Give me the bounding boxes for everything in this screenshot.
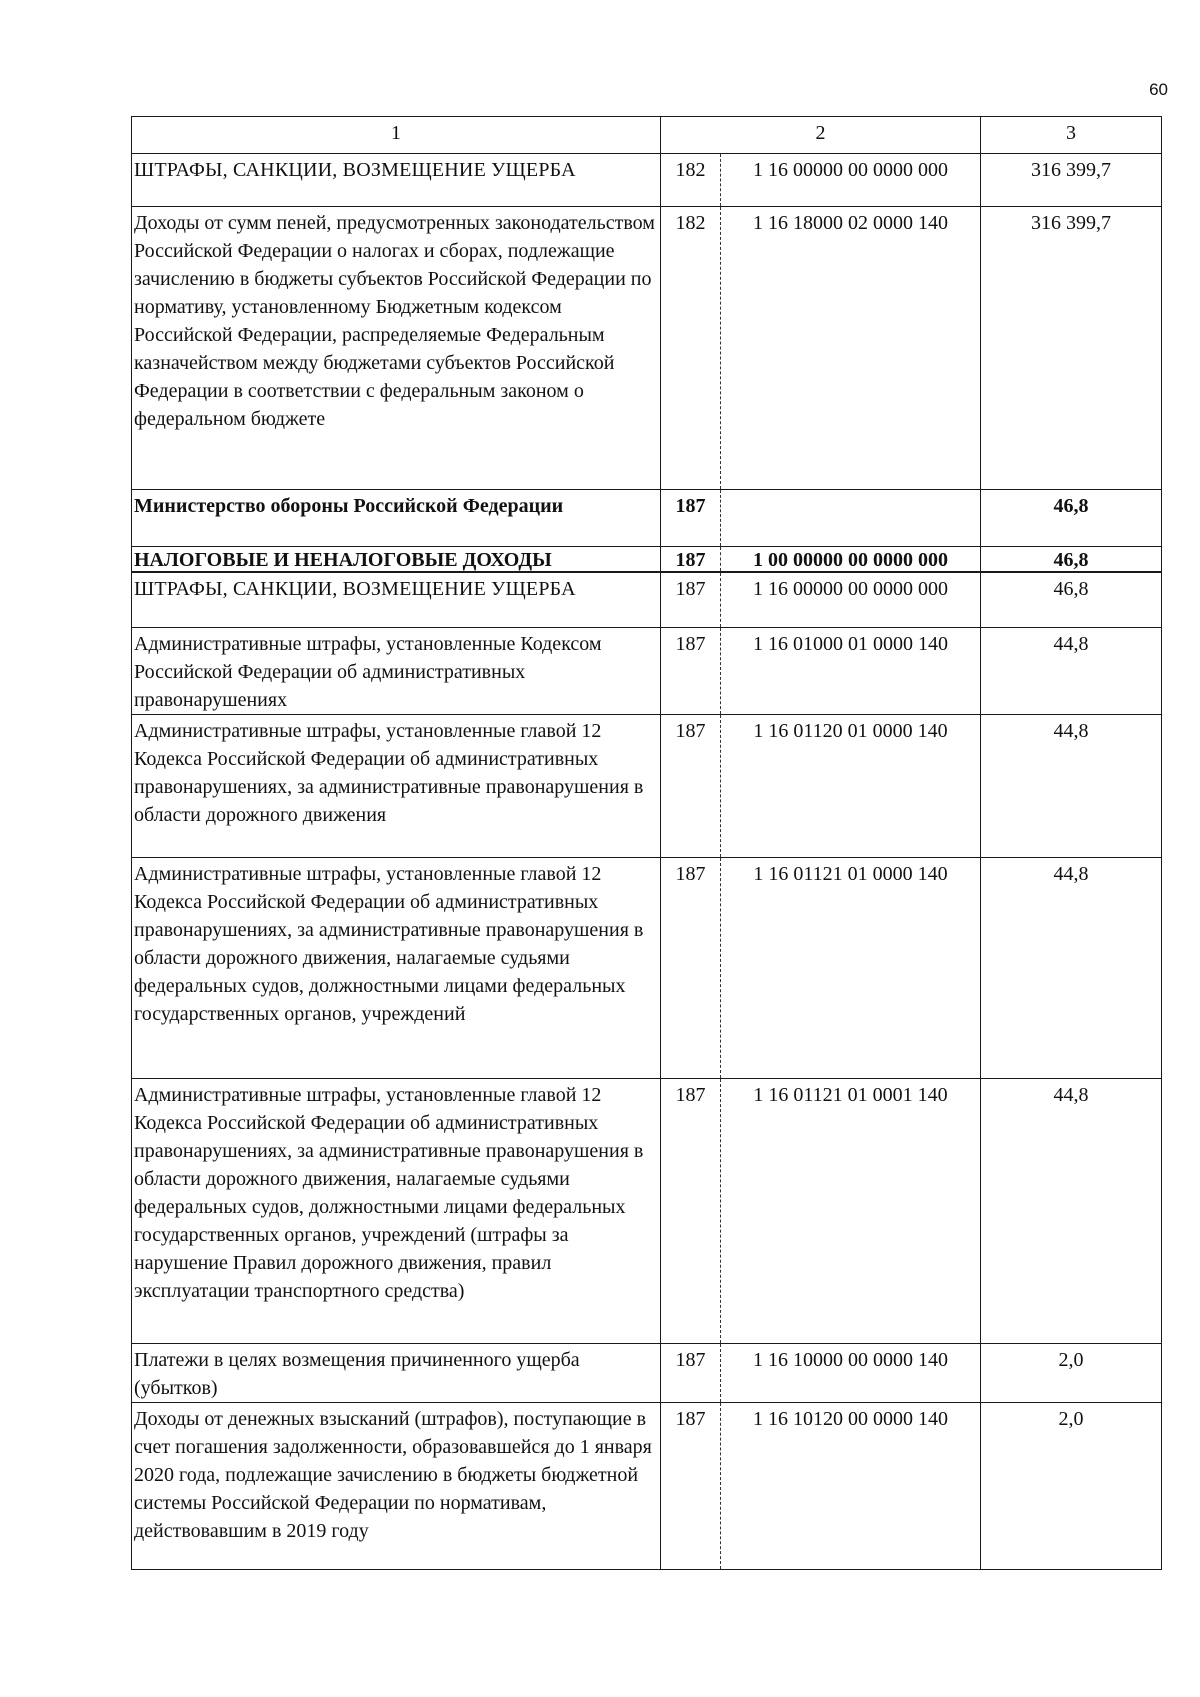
row-name: ШТРАФЫ, САНКЦИИ, ВОЗМЕЩЕНИЕ УЩЕРБА [132,154,661,207]
table-row [132,628,1162,715]
row-value: 46,8 [981,490,1162,547]
table-header-row [132,117,1162,154]
row-name: ШТРАФЫ, САНКЦИИ, ВОЗМЕЩЕНИЕ УЩЕРБА [132,572,661,628]
row-name: Административные штрафы, установленные главой 12 Кодекса Российской Федерации об административных правонарушениях, за административные правонарушения в области дорожного движения, налагаемые судьями федеральных судов, должностными лицами федеральных государственных органов, учреждений (штрафы за нарушение Правил дорожного движения, правил эксплуатации транспортного средства) [132,1079,661,1344]
row-value: 46,8 [981,572,1162,628]
row-name: Доходы от денежных взысканий (штрафов), поступающие в счет погашения задолженности, образовавшейся до 1 января 2020 года, подлежащие зачислению в бюджеты бюджетной системы Российской Федерации по нормативам, действовавшим в 2019 году [132,1403,661,1570]
row-budget-code: 1 16 01121 01 0001 140 [721,1079,981,1344]
table-row [132,572,1162,628]
budget-revenue-table-container [131,116,1161,1570]
row-budget-code: 1 16 01000 01 0000 140 [721,628,981,715]
row-budget-code: 1 16 10000 00 0000 140 [721,1344,981,1403]
row-admin-code: 182 [661,207,721,490]
row-admin-code: 187 [661,572,721,628]
row-value: 316 399,7 [981,154,1162,207]
row-value: 2,0 [981,1344,1162,1403]
row-name: Министерство обороны Российской Федерации [132,490,661,547]
row-value: 44,8 [981,1079,1162,1344]
row-name: Платежи в целях возмещения причиненного ущерба (убытков) [132,1344,661,1403]
header-col-2: 2 [661,117,981,154]
budget-revenue-table [131,116,1162,1570]
row-admin-code: 187 [661,547,721,573]
table-row [132,154,1162,207]
page-number: 60 [1149,80,1168,99]
table-row [132,1403,1162,1570]
row-budget-code: 1 16 01120 01 0000 140 [721,715,981,858]
row-admin-code: 187 [661,715,721,858]
table-row [132,1079,1162,1344]
row-value: 44,8 [981,628,1162,715]
row-name: Административные штрафы, установленные главой 12 Кодекса Российской Федерации об административных правонарушениях, за административные правонарушения в области дорожного движения [132,715,661,858]
table-row [132,207,1162,490]
row-admin-code: 182 [661,154,721,207]
table-row [132,547,1162,573]
row-budget-code: 1 16 00000 00 0000 000 [721,154,981,207]
header-col-3: 3 [981,117,1162,154]
row-value: 44,8 [981,715,1162,858]
row-admin-code: 187 [661,490,721,547]
row-value: 316 399,7 [981,207,1162,490]
row-name: Административные штрафы, установленные Кодексом Российской Федерации об административных правонарушениях [132,628,661,715]
row-budget-code: 1 16 10120 00 0000 140 [721,1403,981,1570]
row-name: НАЛОГОВЫЕ И НЕНАЛОГОВЫЕ ДОХОДЫ [132,547,661,573]
row-budget-code: 1 00 00000 00 0000 000 [721,547,981,573]
row-admin-code: 187 [661,1403,721,1570]
table-row [132,858,1162,1079]
row-name: Доходы от сумм пеней, предусмотренных законодательством Российской Федерации о налогах и сборах, подлежащие зачислению в бюджеты субъектов Российской Федерации по нормативу, установленному Бюджетным кодексом Российской Федерации, распределяемые Федеральным казначейством между бюджетами субъектов Российской Федерации в соответствии с федеральным законом о федеральном бюджете [132,207,661,490]
row-admin-code: 187 [661,1344,721,1403]
row-value: 46,8 [981,547,1162,573]
row-value: 2,0 [981,1403,1162,1570]
row-admin-code: 187 [661,1079,721,1344]
row-budget-code: 1 16 01121 01 0000 140 [721,858,981,1079]
header-col-1: 1 [132,117,661,154]
row-value: 44,8 [981,858,1162,1079]
row-budget-code: 1 16 00000 00 0000 000 [721,572,981,628]
row-budget-code: 1 16 18000 02 0000 140 [721,207,981,490]
row-budget-code [721,490,981,547]
table-row [132,490,1162,547]
row-admin-code: 187 [661,628,721,715]
row-admin-code: 187 [661,858,721,1079]
table-row [132,1344,1162,1403]
table-row [132,715,1162,858]
row-name: Административные штрафы, установленные главой 12 Кодекса Российской Федерации об административных правонарушениях, за административные правонарушения в области дорожного движения, налагаемые судьями федеральных судов, должностными лицами федеральных государственных органов, учреждений [132,858,661,1079]
